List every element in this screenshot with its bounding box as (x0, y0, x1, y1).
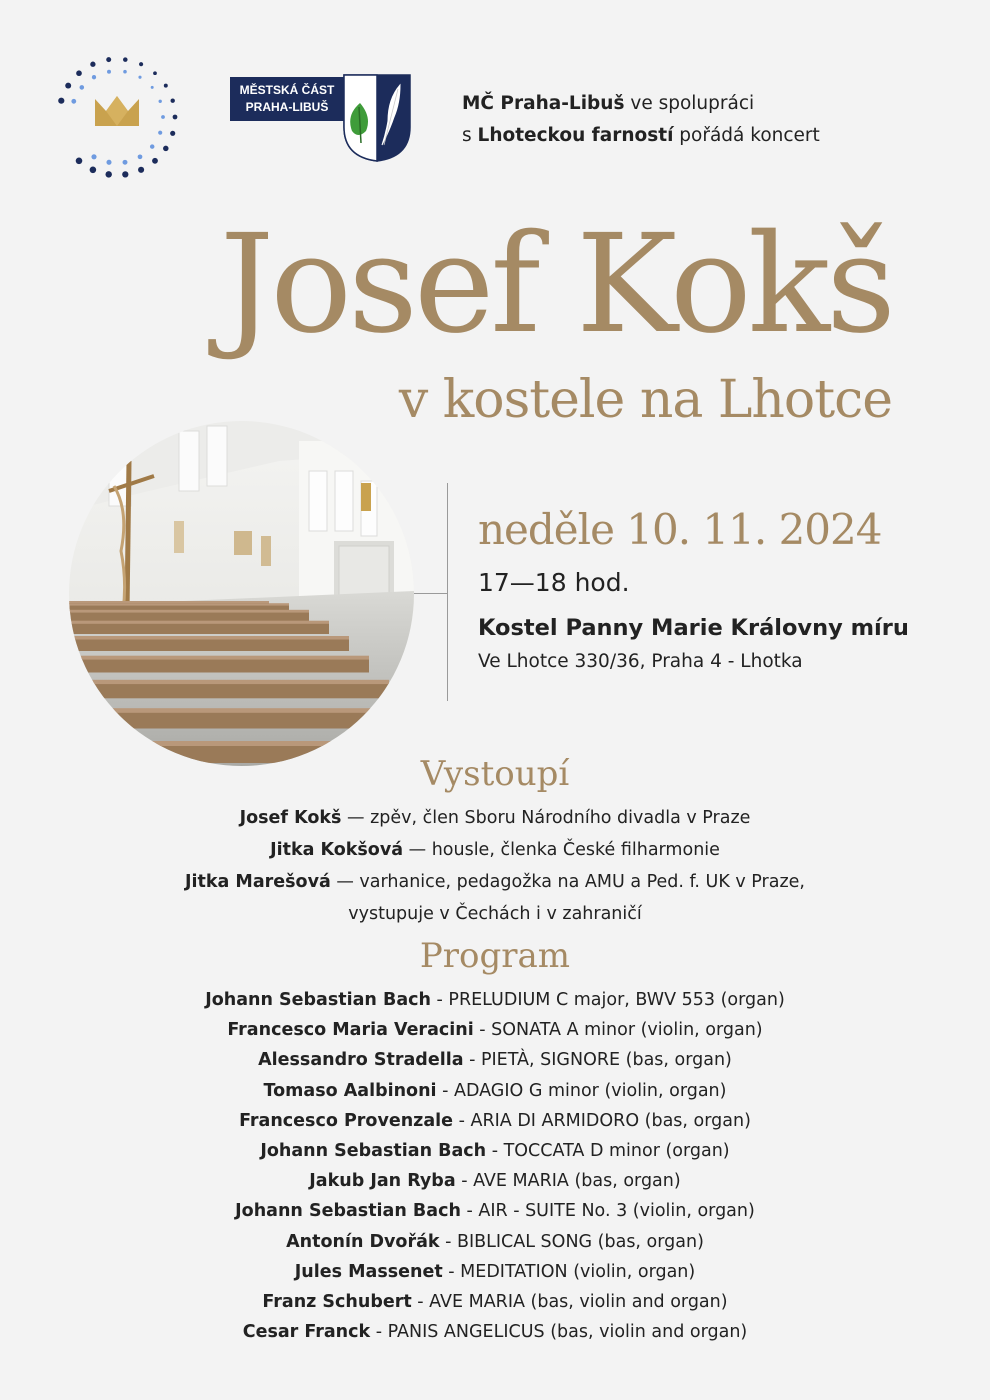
connector-line (414, 593, 448, 594)
svg-text:MĚSTSKÁ ČÁST: MĚSTSKÁ ČÁST (239, 83, 335, 97)
performer-item: Josef Kokš — zpěv, člen Sboru Národního divadla v Praze (239, 808, 751, 828)
intro-text: MČ Praha-Libuš ve spolupráci s Lhoteckou farností pořádá koncert (462, 93, 820, 146)
program-heading: Program (419, 936, 571, 976)
event-time: 17—18 hod. (478, 568, 630, 597)
divider-line (447, 483, 448, 701)
svg-text:PRAHA-LIBUŠ: PRAHA-LIBUŠ (245, 100, 329, 114)
praha-libus-coat-of-arms-logo (228, 73, 413, 163)
program-item: Johann Sebastian Bach - AIR - SUITE No. 3 (violin, organ) (235, 1201, 755, 1222)
performer-continuation: vystupuje v Čechách i v zahraničí (348, 904, 642, 924)
program-item: Franz Schubert - AVE MARIA (bas, violin and organ) (262, 1292, 728, 1313)
program-item: Francesco Maria Veracini - SONATA A minor (violin, organ) (227, 1020, 763, 1041)
church-interior-photo (69, 421, 414, 766)
program-item: Francesco Provenzale - ARIA DI ARMIDORO (bas, organ) (239, 1110, 751, 1131)
event-address: Ve Lhotce 330/36, Praha 4 - Lhotka (478, 651, 803, 672)
concert-subtitle: v kostele na Lhotce (398, 370, 892, 430)
program-item: Jules Massenet - MEDITATION (violin, organ) (294, 1261, 696, 1282)
performer-item: Jitka Marešová — varhanice, pedagožka na AMU a Ped. f. UK v Praze, (185, 872, 805, 892)
program-item: Alessandro Stradella - PIETÀ, SIGNORE (bas, organ) (258, 1050, 732, 1071)
program-item: Jakub Jan Ryba - AVE MARIA (bas, organ) (309, 1171, 681, 1192)
program-item: Johann Sebastian Bach - PRELUDIUM C major, BWV 553 (organ) (205, 990, 785, 1010)
program-item: Antonín Dvořák - BIBLICAL SONG (bas, organ) (286, 1231, 704, 1252)
crown-logo-icon (55, 55, 180, 180)
concert-title: Josef Kokš (219, 206, 892, 364)
program-item: Johann Sebastian Bach - TOCCATA D minor (organ) (260, 1141, 730, 1162)
performer-item: Jitka Kokšová — housle, členka České filharmonie (270, 840, 720, 860)
performers-list (0, 802, 990, 930)
program-list (0, 985, 990, 1347)
program-item: Cesar Franck - PANIS ANGELICUS (bas, violin and organ) (242, 1322, 748, 1343)
event-venue: Kostel Panny Marie Královny míru (478, 615, 909, 641)
performers-heading: Vystoupí (420, 754, 570, 794)
program-item: Tomaso Aalbinoni - ADAGIO G minor (violin, organ) (263, 1080, 727, 1101)
event-date: neděle 10. 11. 2024 (478, 505, 882, 554)
